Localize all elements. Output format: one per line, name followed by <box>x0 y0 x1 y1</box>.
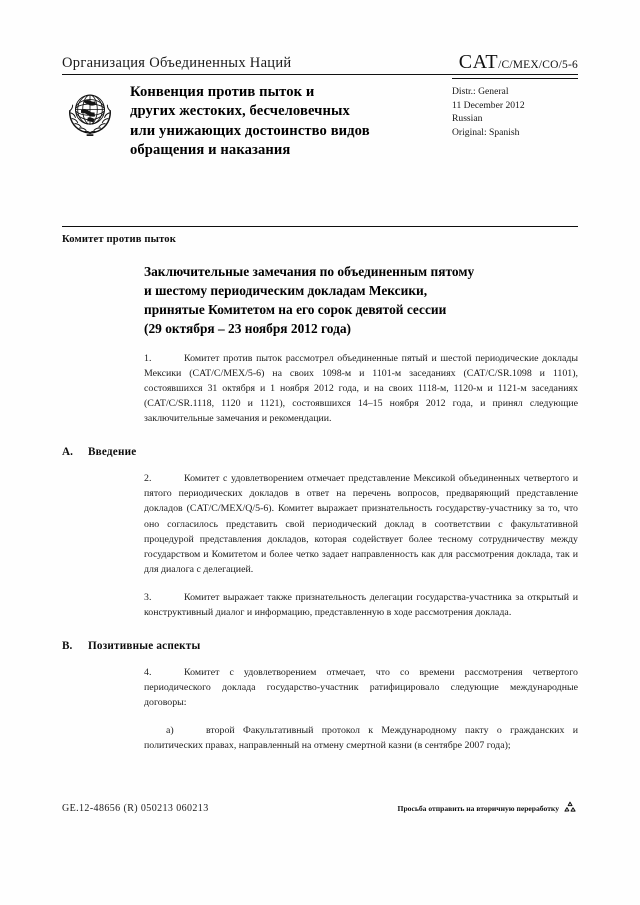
distribution-original: Original: Spanish <box>452 126 520 138</box>
convention-title-line: других жестоких, бесчеловечных <box>130 103 350 120</box>
convention-title-line: или унижающих достоинство видов <box>130 122 370 139</box>
masthead <box>62 52 578 161</box>
distribution-language: Russian <box>452 113 483 125</box>
recycle-text: Просьба отправить на вторичную переработку <box>397 803 559 813</box>
paragraph-text: Комитет против пыток рассмотрел объединенные пятый и шестой периодические доклады Мексики (CAT/C/MEX/5-6) на своих 1098-м и 1101-м заседаниях (CAT/C/SR.1098 и 1101), состоявшихся 31 октября и 1 ноября 2012 года, и на своих 1118-м, 1120-м и 1121-м заседаниях (CAT/C/SR.1118, 1120 и 1121), состоявшихся 14–15 ноября 2012 года, и принял следующие заключительные замечания и рекомендации. <box>144 353 578 425</box>
paragraph-text: Комитет выражает также признательность делегации государства-участника за открытый и конструктивный диалог и информацию, представленную в ходе рассмотрения доклада. <box>144 591 578 618</box>
distribution-divider <box>452 78 578 79</box>
page-title-line: и шестому периодическим докладам Мексики, <box>144 283 428 299</box>
document-symbol <box>459 52 578 72</box>
section-heading-introduction <box>62 446 578 458</box>
section-heading-positive-aspects <box>62 640 578 652</box>
paragraph <box>144 351 578 426</box>
paragraph-number: 4. <box>144 666 152 678</box>
sub-paragraph <box>144 723 578 753</box>
distribution-type: Distr.: General <box>452 86 509 97</box>
document-symbol-sub: /C/MEX/CO/5-6 <box>498 59 578 71</box>
page-title <box>144 262 578 338</box>
sub-paragraph-text: второй Факультативный протокол к Международному пакту о гражданских и политических правах, направленный на отмену смертной казни (в сентябре 2007 года); <box>144 724 578 751</box>
masthead-body <box>62 81 578 161</box>
masthead-top-row <box>62 52 578 74</box>
document-content <box>62 262 578 763</box>
masthead-divider <box>62 74 578 75</box>
page-title-line: (29 октября – 23 ноября 2012 года) <box>144 321 352 337</box>
section-divider <box>62 226 578 227</box>
paragraph-text: Комитет с удовлетворением отмечает представление Мексикой объединенных четвертого и пятого периодических докладов в ответ на перечень вопросов, предваряющий представление докладов (CAT/C/MEX/Q/5-6). Комитет выражает признательность государству-участнику за то, что оно согласилось представить свой периодический доклад в соответствии с факультативной процедурой представления докладов, которая содействует более тесному сотрудничеству между государством и Комитетом и более четко задает направленность как для рассмотрения доклада, так и для диалога с делегацией. <box>144 473 578 575</box>
convention-title-line: обращения и наказания <box>130 142 291 159</box>
paragraph <box>144 665 578 710</box>
convention-title <box>124 81 452 161</box>
distribution-block <box>452 81 578 139</box>
page-title-line: принятые Комитетом на его сорок девятой сессии <box>144 302 447 318</box>
document-symbol-main: CAT <box>458 51 499 73</box>
committee-name: Комитет против пыток <box>62 234 176 245</box>
paragraph-number: 3. <box>144 591 152 603</box>
job-number: GE.12-48656 (R) 050213 060213 <box>62 802 209 814</box>
paragraph-number: 1. <box>144 353 152 365</box>
paragraph-number: 2. <box>144 473 152 485</box>
paragraph <box>144 471 578 576</box>
paragraph-text: Комитет с удовлетворением отмечает, что со времени рассмотрения четвертого периодического доклада государство-участник ратифицировало следующие международные договоры: <box>144 666 578 708</box>
page-title-line: Заключительные замечания по объединенным пятому <box>144 264 475 279</box>
recycle-icon <box>562 800 578 816</box>
recycle-notice <box>398 800 578 816</box>
section-letter: B. <box>62 639 73 652</box>
section-title: Позитивные аспекты <box>88 639 201 652</box>
section-letter: A. <box>62 446 73 459</box>
sub-paragraph-letter: a) <box>166 724 174 736</box>
un-emblem-icon <box>62 81 124 141</box>
organization-name: Организация Объединенных Наций <box>62 55 292 71</box>
distribution-date: 11 December 2012 <box>452 99 525 111</box>
page-footer <box>62 800 578 816</box>
section-title: Введение <box>88 446 137 459</box>
paragraph <box>144 590 578 620</box>
convention-title-line: Конвенция против пыток и <box>130 84 315 100</box>
